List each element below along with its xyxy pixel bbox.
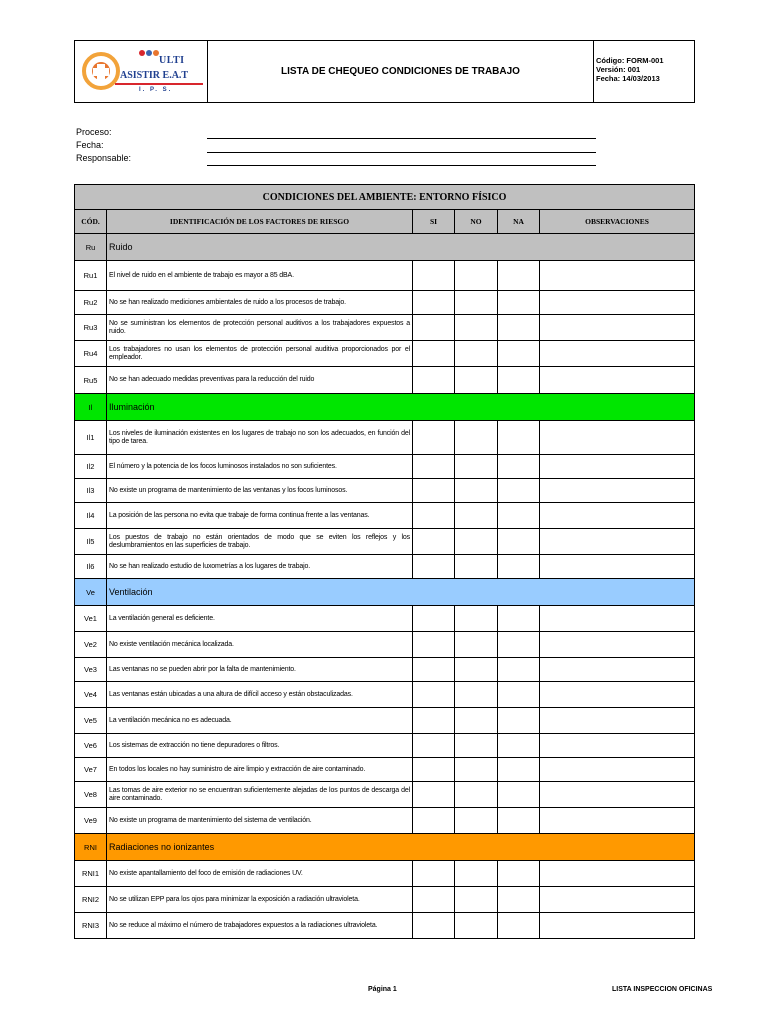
doc-code: Código: FORM-001 — [596, 56, 664, 65]
row-description: No existe ventilación mecánica localizada. — [107, 632, 413, 658]
section-code: Ve — [75, 579, 107, 606]
section-label: Ruido — [107, 234, 695, 261]
row-description: Los niveles de iluminación existentes en los lugares de trabajo no son los adecuados, en función del tipo de tarea. — [107, 421, 413, 455]
na-cell[interactable] — [498, 367, 540, 394]
si-cell[interactable] — [413, 708, 455, 734]
observations-cell[interactable] — [540, 367, 695, 394]
row-code: Il3 — [75, 479, 107, 503]
people-icon — [138, 50, 160, 64]
si-cell[interactable] — [413, 503, 455, 529]
table-row — [75, 555, 695, 579]
no-cell[interactable] — [455, 555, 498, 579]
na-cell[interactable] — [498, 291, 540, 315]
section-row — [75, 394, 695, 421]
table-row — [75, 658, 695, 682]
row-code: Il2 — [75, 455, 107, 479]
row-code: Ru5 — [75, 367, 107, 394]
si-cell[interactable] — [413, 479, 455, 503]
observations-cell[interactable] — [540, 861, 695, 887]
document-meta — [594, 41, 694, 102]
row-code: Ve7 — [75, 758, 107, 782]
row-code: Ru3 — [75, 315, 107, 341]
row-description: Las ventanas no se pueden abrir por la falta de mantenimiento. — [107, 658, 413, 682]
si-cell[interactable] — [413, 421, 455, 455]
row-code: Ve5 — [75, 708, 107, 734]
row-description: La ventilación mecánica no es adecuada. — [107, 708, 413, 734]
row-description: No se utilizan EPP para los ojos para minimizar la exposición a radiación ultravioleta. — [107, 887, 413, 913]
row-code: RNI3 — [75, 913, 107, 939]
si-cell[interactable] — [413, 887, 455, 913]
observations-cell[interactable] — [540, 503, 695, 529]
na-cell[interactable] — [498, 708, 540, 734]
na-cell[interactable] — [498, 315, 540, 341]
no-cell[interactable] — [455, 708, 498, 734]
row-description: No se han realizado estudio de luxometrías a los lugares de trabajo. — [107, 555, 413, 579]
table-row — [75, 606, 695, 632]
table-row — [75, 421, 695, 455]
date-input-line[interactable] — [207, 152, 596, 153]
na-cell[interactable] — [498, 682, 540, 708]
col-header-no: NO — [455, 210, 498, 234]
na-cell[interactable] — [498, 529, 540, 555]
observations-cell[interactable] — [540, 808, 695, 834]
no-cell[interactable] — [455, 632, 498, 658]
date-label: Fecha: — [76, 140, 104, 150]
row-description: La ventilación general es deficiente. — [107, 606, 413, 632]
si-cell[interactable] — [413, 367, 455, 394]
table-row — [75, 632, 695, 658]
si-cell[interactable] — [413, 261, 455, 291]
na-cell[interactable] — [498, 658, 540, 682]
no-cell[interactable] — [455, 782, 498, 808]
section-label: Ventilación — [107, 579, 695, 606]
col-header-identification: IDENTIFICACIÓN DE LOS FACTORES DE RIESGO — [107, 210, 413, 234]
no-cell[interactable] — [455, 291, 498, 315]
section-row — [75, 579, 695, 606]
row-description: El número y la potencia de los focos luminosos instalados no son suficientes. — [107, 455, 413, 479]
si-cell[interactable] — [413, 782, 455, 808]
observations-cell[interactable] — [540, 261, 695, 291]
row-code: Ve2 — [75, 632, 107, 658]
logo-text-multi: ULTI — [159, 55, 185, 66]
si-cell[interactable] — [413, 606, 455, 632]
table-row — [75, 708, 695, 734]
si-cell[interactable] — [413, 455, 455, 479]
observations-cell[interactable] — [540, 658, 695, 682]
row-code: Il4 — [75, 503, 107, 529]
no-cell[interactable] — [455, 421, 498, 455]
table-row — [75, 682, 695, 708]
si-cell[interactable] — [413, 555, 455, 579]
table-row — [75, 734, 695, 758]
na-cell[interactable] — [498, 455, 540, 479]
na-cell[interactable] — [498, 782, 540, 808]
checklist-table — [74, 184, 695, 939]
document-header — [74, 40, 695, 103]
row-description: Los puestos de trabajo no están orientados de modo que se eviten los reflejos y los deslumbramientos en las superficies de trabajo. — [107, 529, 413, 555]
section-label: Radiaciones no ionizantes — [107, 834, 695, 861]
observations-cell[interactable] — [540, 479, 695, 503]
no-cell[interactable] — [455, 479, 498, 503]
observations-cell[interactable] — [540, 529, 695, 555]
col-header-code: CÓD. — [75, 210, 107, 234]
si-cell[interactable] — [413, 658, 455, 682]
na-cell[interactable] — [498, 261, 540, 291]
row-description: No existe un programa de mantenimiento de las ventanas y los focos luminosos. — [107, 479, 413, 503]
process-input-line[interactable] — [207, 138, 596, 139]
row-code: Ve8 — [75, 782, 107, 808]
no-cell[interactable] — [455, 758, 498, 782]
observations-cell[interactable] — [540, 913, 695, 939]
no-cell[interactable] — [455, 887, 498, 913]
row-code: RNI1 — [75, 861, 107, 887]
doc-version: Versión: 001 — [596, 65, 641, 74]
row-code: Ve3 — [75, 658, 107, 682]
no-cell[interactable] — [455, 658, 498, 682]
si-cell[interactable] — [413, 861, 455, 887]
na-cell[interactable] — [498, 861, 540, 887]
observations-cell[interactable] — [540, 606, 695, 632]
si-cell[interactable] — [413, 758, 455, 782]
table-row — [75, 341, 695, 367]
row-code: Ve9 — [75, 808, 107, 834]
no-cell[interactable] — [455, 606, 498, 632]
row-description: No se han adecuado medidas preventivas para la reducción del ruido — [107, 367, 413, 394]
na-cell[interactable] — [498, 632, 540, 658]
na-cell[interactable] — [498, 421, 540, 455]
observations-cell[interactable] — [540, 291, 695, 315]
footer-page: Página 1 — [368, 986, 397, 993]
col-header-si: SI — [413, 210, 455, 234]
observations-cell[interactable] — [540, 782, 695, 808]
observations-cell[interactable] — [540, 455, 695, 479]
company-logo — [75, 41, 208, 102]
observations-cell[interactable] — [540, 341, 695, 367]
responsible-input-line[interactable] — [207, 165, 596, 166]
table-row — [75, 291, 695, 315]
table-row — [75, 913, 695, 939]
table-row — [75, 455, 695, 479]
section-code: Ru — [75, 234, 107, 261]
row-code: Ru1 — [75, 261, 107, 291]
table-row — [75, 758, 695, 782]
na-cell[interactable] — [498, 887, 540, 913]
process-label: Proceso: — [76, 127, 112, 137]
row-description: Las ventanas están ubicadas a una altura de difícil acceso y están obstaculizadas. — [107, 682, 413, 708]
na-cell[interactable] — [498, 479, 540, 503]
row-description: El nivel de ruido en el ambiente de trabajo es mayor a 85 dBA. — [107, 261, 413, 291]
col-header-observations: OBSERVACIONES — [540, 210, 695, 234]
si-cell[interactable] — [413, 632, 455, 658]
na-cell[interactable] — [498, 808, 540, 834]
table-row — [75, 861, 695, 887]
col-header-na: NA — [498, 210, 540, 234]
no-cell[interactable] — [455, 529, 498, 555]
na-cell[interactable] — [498, 503, 540, 529]
na-cell[interactable] — [498, 758, 540, 782]
na-cell[interactable] — [498, 555, 540, 579]
row-code: RNI2 — [75, 887, 107, 913]
no-cell[interactable] — [455, 261, 498, 291]
observations-cell[interactable] — [540, 315, 695, 341]
si-cell[interactable] — [413, 734, 455, 758]
table-main-header: CONDICIONES DEL AMBIENTE: ENTORNO FÍSICO — [75, 185, 695, 210]
no-cell[interactable] — [455, 913, 498, 939]
si-cell[interactable] — [413, 315, 455, 341]
row-description: No se reduce al máximo el número de trabajadores expuestos a la radiaciones ultravioleta. — [107, 913, 413, 939]
row-description: Las tomas de aire exterior no se encuentran suficientemente alejadas de los puntos de descarga del aire contaminado. — [107, 782, 413, 808]
observations-cell[interactable] — [540, 682, 695, 708]
na-cell[interactable] — [498, 913, 540, 939]
table-row — [75, 315, 695, 341]
document-title: LISTA DE CHEQUEO CONDICIONES DE TRABAJO — [208, 41, 594, 102]
section-row — [75, 234, 695, 261]
row-code: Ve4 — [75, 682, 107, 708]
na-cell[interactable] — [498, 606, 540, 632]
observations-cell[interactable] — [540, 555, 695, 579]
doc-date: Fecha: 14/03/2013 — [596, 74, 660, 83]
observations-cell[interactable] — [540, 758, 695, 782]
no-cell[interactable] — [455, 341, 498, 367]
no-cell[interactable] — [455, 503, 498, 529]
si-cell[interactable] — [413, 808, 455, 834]
table-row — [75, 503, 695, 529]
si-cell[interactable] — [413, 913, 455, 939]
row-code: Il1 — [75, 421, 107, 455]
observations-cell[interactable] — [540, 734, 695, 758]
section-code: Il — [75, 394, 107, 421]
no-cell[interactable] — [455, 861, 498, 887]
footer-doc-name: LISTA INSPECCION OFICINAS — [612, 986, 713, 993]
no-cell[interactable] — [455, 367, 498, 394]
row-code: Ru4 — [75, 341, 107, 367]
table-row — [75, 887, 695, 913]
observations-cell[interactable] — [540, 632, 695, 658]
row-description: La posición de las persona no evita que trabaje de forma continua frente a las ventanas. — [107, 503, 413, 529]
row-code: Il5 — [75, 529, 107, 555]
no-cell[interactable] — [455, 808, 498, 834]
observations-cell[interactable] — [540, 887, 695, 913]
row-description: No existe apantallamiento del foco de emisión de radiaciones UV. — [107, 861, 413, 887]
observations-cell[interactable] — [540, 421, 695, 455]
row-description: No se han realizado mediciones ambientales de ruido a los procesos de trabajo. — [107, 291, 413, 315]
si-cell[interactable] — [413, 291, 455, 315]
logo-text-asistir: ASISTIR E.A.T — [120, 70, 189, 81]
row-code: Ve6 — [75, 734, 107, 758]
row-description: Los trabajadores no usan los elementos de protección personal auditiva proporcionados por el empleador. — [107, 341, 413, 367]
table-row — [75, 808, 695, 834]
process-fields — [76, 126, 131, 165]
no-cell[interactable] — [455, 734, 498, 758]
section-label: Iluminación — [107, 394, 695, 421]
si-cell[interactable] — [413, 682, 455, 708]
na-cell[interactable] — [498, 734, 540, 758]
row-description: Los sistemas de extracción no tiene depuradores o filtros. — [107, 734, 413, 758]
responsible-label: Responsable: — [76, 153, 132, 163]
row-code: Ru2 — [75, 291, 107, 315]
si-cell[interactable] — [413, 529, 455, 555]
row-description: No se suministran los elementos de protección personal auditivos a los trabajadores expuestos a ruido. — [107, 315, 413, 341]
logo-text-ips: I. P. S. — [139, 87, 173, 93]
row-code: Il6 — [75, 555, 107, 579]
row-code: Ve1 — [75, 606, 107, 632]
section-code: RNI — [75, 834, 107, 861]
table-row — [75, 367, 695, 394]
no-cell[interactable] — [455, 682, 498, 708]
table-row — [75, 479, 695, 503]
row-description: No existe un programa de mantenimiento del sistema de ventilación. — [107, 808, 413, 834]
table-row — [75, 782, 695, 808]
section-row — [75, 834, 695, 861]
no-cell[interactable] — [455, 455, 498, 479]
observations-cell[interactable] — [540, 708, 695, 734]
no-cell[interactable] — [455, 315, 498, 341]
si-cell[interactable] — [413, 341, 455, 367]
table-row — [75, 529, 695, 555]
row-description: En todos los locales no hay suministro de aire limpio y extracción de aire contaminado. — [107, 758, 413, 782]
na-cell[interactable] — [498, 341, 540, 367]
table-row — [75, 261, 695, 291]
